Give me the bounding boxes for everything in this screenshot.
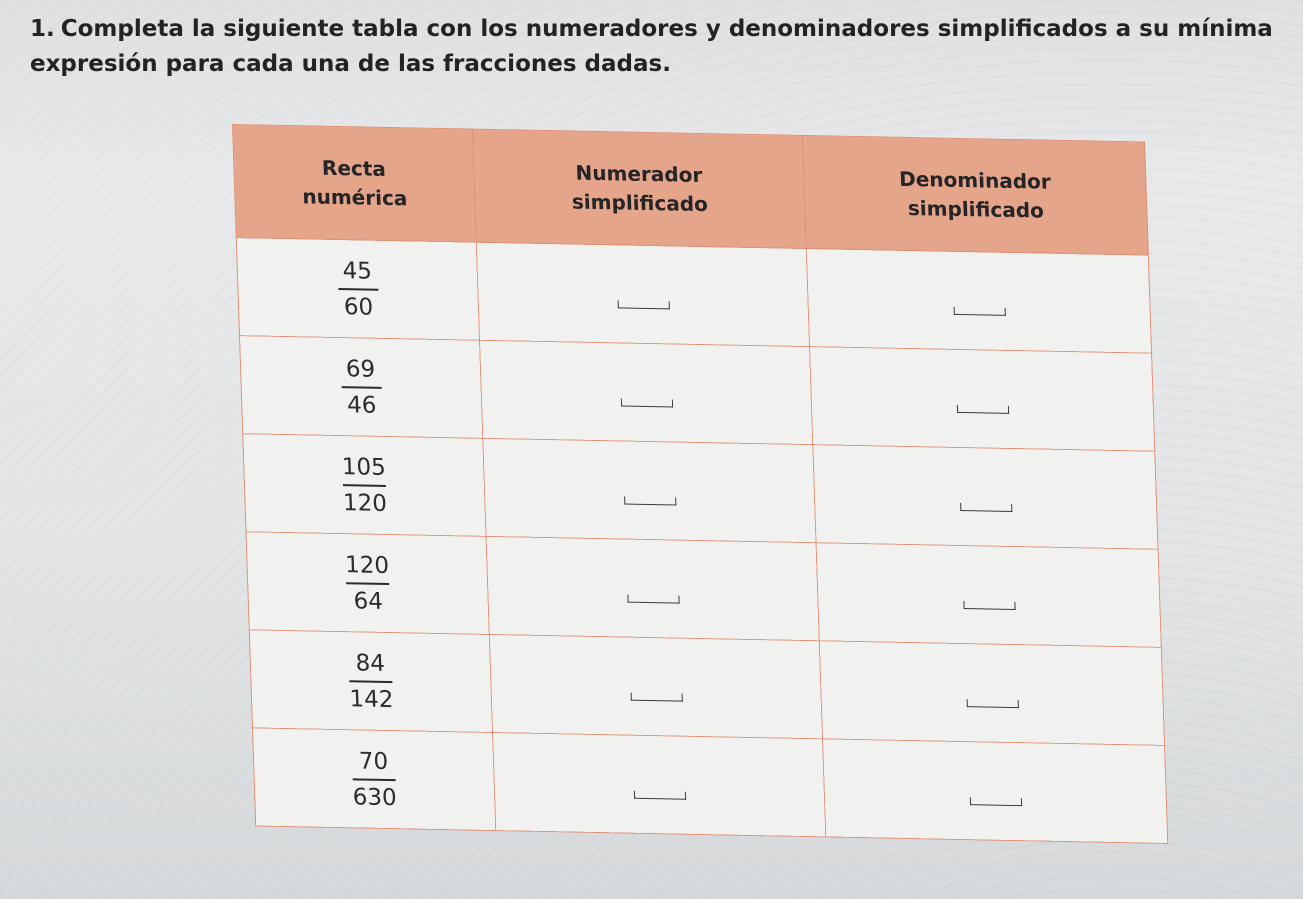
answer-blank[interactable] [617, 300, 669, 309]
fraction [337, 256, 379, 323]
numerator-answer-cell[interactable] [480, 340, 813, 444]
header-numerador-simplificado: Numerador simplificado [473, 129, 807, 248]
answer-blank[interactable] [630, 692, 682, 701]
answer-blank[interactable] [960, 502, 1012, 511]
fraction-numerator: 105 [341, 453, 387, 481]
fraction-denominator: 46 [346, 391, 377, 419]
fraction-bar [341, 386, 381, 389]
table-row [236, 238, 1151, 354]
answer-blank[interactable] [953, 306, 1005, 315]
fraction-denominator: 630 [352, 783, 398, 811]
denominator-answer-cell[interactable] [806, 249, 1151, 354]
fraction-bar [349, 680, 393, 683]
fraction [340, 354, 382, 421]
table-row [253, 728, 1168, 844]
denominator-answer-cell[interactable] [813, 445, 1158, 550]
exercise-instruction [30, 12, 1280, 82]
denominator-answer-cell[interactable] [816, 543, 1161, 648]
fraction-cell [249, 630, 492, 733]
fraction-cell [236, 238, 479, 341]
numerator-answer-cell[interactable] [493, 733, 826, 837]
table-row [246, 532, 1161, 648]
header-denominador-simplificado: Denominador simplificado [803, 135, 1149, 255]
fraction-numerator: 120 [344, 551, 390, 579]
numerator-answer-cell[interactable] [489, 634, 822, 738]
denominator-answer-cell[interactable] [819, 641, 1164, 746]
fraction-numerator: 69 [345, 355, 376, 383]
fraction-bar [338, 288, 378, 291]
table-row [240, 336, 1155, 452]
fraction-numerator: 45 [342, 257, 373, 285]
answer-blank[interactable] [627, 594, 679, 603]
answer-blank[interactable] [620, 398, 672, 407]
fraction-cell [240, 336, 483, 439]
header-recta-numerica: Recta numérica [233, 125, 477, 243]
fraction [341, 452, 387, 519]
fraction-simplification-table [232, 124, 1168, 844]
answer-blank[interactable] [633, 790, 685, 799]
fraction-bar [352, 778, 396, 781]
fraction-cell [243, 434, 486, 537]
fraction-denominator: 60 [343, 293, 374, 321]
exercise-number: 1. [30, 16, 55, 42]
fraction-table-sheet [232, 124, 1167, 844]
fraction-numerator: 84 [355, 649, 386, 677]
fraction [348, 648, 394, 715]
fraction-bar [342, 484, 386, 487]
numerator-answer-cell[interactable] [476, 242, 809, 346]
fraction-denominator: 142 [349, 685, 394, 713]
fraction [345, 550, 391, 617]
fraction-cell [253, 728, 496, 831]
answer-blank[interactable] [956, 404, 1008, 413]
denominator-answer-cell[interactable] [810, 347, 1155, 452]
table-row [249, 630, 1164, 746]
denominator-answer-cell[interactable] [823, 739, 1168, 844]
answer-blank[interactable] [969, 797, 1021, 806]
fraction-denominator: 120 [342, 489, 388, 517]
table-row [243, 434, 1158, 550]
answer-blank[interactable] [966, 699, 1018, 708]
exercise-text: Completa la siguiente tabla con los numeradores y denominadores simplificados a su mínima expresión para cada una de las fracciones dadas. [30, 16, 1273, 77]
answer-blank[interactable] [963, 601, 1015, 610]
fraction-bar [346, 582, 390, 585]
numerator-answer-cell[interactable] [483, 438, 816, 542]
fraction [351, 746, 397, 813]
answer-blank[interactable] [624, 496, 676, 505]
fraction-cell [246, 532, 489, 635]
fraction-numerator: 70 [358, 747, 389, 775]
table-header-row [233, 125, 1149, 256]
numerator-answer-cell[interactable] [486, 536, 819, 640]
fraction-denominator: 64 [353, 587, 384, 615]
